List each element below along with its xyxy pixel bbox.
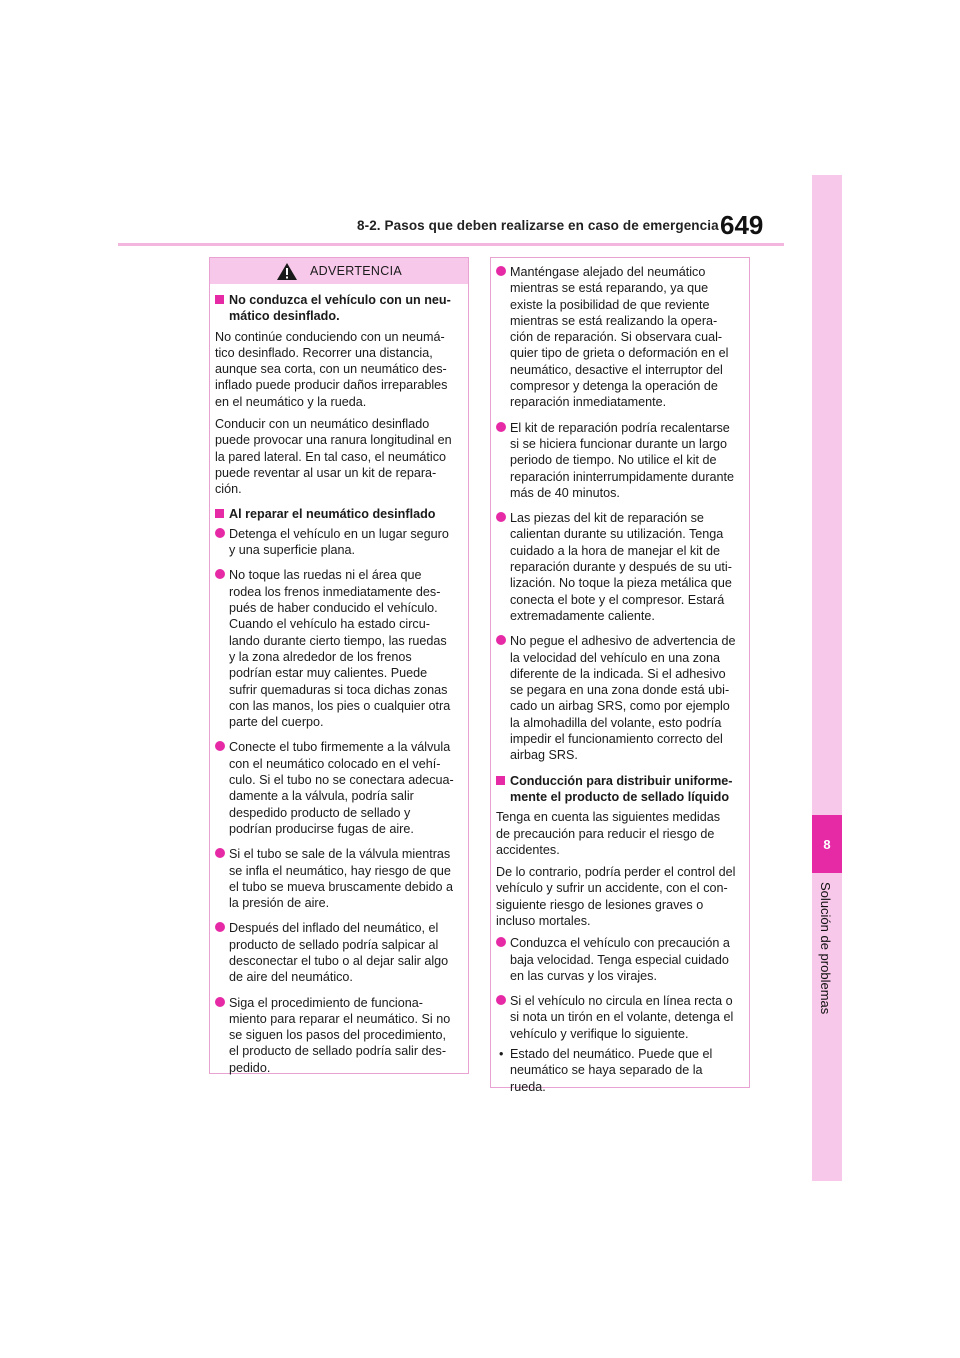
circle-bullet-icon: [215, 569, 225, 579]
bullet-item: No toque las ruedas ni el área que rodea los frenos inmediatamente des- pués de haber conducido el vehículo. Cuando el vehículo ha estado circu- lando durante cierto tiempo, las ruedas y la zona alrededor de los frenos podrían estar muy calientes. Puede sufrir quemaduras si toca dichas zonas con las manos, los pies o cualquier otra parte del cuerpo.: [215, 567, 458, 730]
circle-bullet-icon: [496, 266, 506, 276]
heading-text: Conducción para distribuir uniforme- mente el producto de sellado líquido: [510, 773, 733, 804]
header-rule: [118, 243, 784, 246]
bullet-item: Siga el procedimiento de funciona- miento para reparar el neumático. Si no se siguen los pasos del procedimiento, el producto de sellado podría salir des- pedido.: [215, 995, 458, 1076]
bullet-item: Si el vehículo no circula en línea recta o si nota un tirón en el volante, detenga el vehículo y verifique lo siguiente.: [496, 993, 739, 1042]
paragraph: Conducir con un neumático desinflado puede provocar una ranura longitudinal en la pared lateral. En tal caso, el neumático puede reventar al usar un kit de repara- ción.: [215, 417, 452, 497]
sub-bullet-item: • Estado del neumático. Puede que el neumático se haya separado de la rueda.: [499, 1047, 713, 1094]
bullet-item: Detenga el vehículo en un lugar seguro y una superficie plana.: [215, 526, 458, 559]
circle-bullet-icon: [496, 995, 506, 1005]
circle-bullet-icon: [496, 937, 506, 947]
bullet-item: Si el tubo se sale de la válvula mientras se infla el neumático, hay riesgo de que el tubo se mueva bruscamente debido a la presión de aire.: [215, 846, 458, 911]
heading-repairing-flat: [215, 506, 458, 522]
circle-bullet-icon: [496, 512, 506, 522]
heading-uniform-distribution: [496, 773, 739, 806]
bullet-item: Las piezas del kit de reparación se calientan durante su utilización. Tenga cuidado a la hora de manejar el kit de reparación durante y después de su uti- lización. No toque la pieza metálica que conecta el bote y el compresor. Estará extremadamente caliente.: [496, 510, 739, 624]
heading-no-drive-flat: [215, 292, 458, 325]
paragraph: Tenga en cuenta las siguientes medidas de precaución para reducir el riesgo de accidentes.: [496, 810, 721, 857]
bullet-item: Después del inflado del neumático, el producto de sellado podría salpicar al desconectar el tubo o al dejar salir algo de aire del neumático.: [215, 920, 458, 985]
square-bullet-icon: [215, 509, 224, 518]
heading-text: No conduzca el vehículo con un neu- mático desinflado.: [229, 293, 451, 324]
sub-bullet-mark: •: [499, 1047, 504, 1062]
bullet-item: Manténgase alejado del neumático mientras se está reparando, ya que existe la posibilidad de que reviente mientras se está realizando la opera- ción de reparación. Si observara cual- quier tipo de grieta o deformación en el neumático, desactive el interruptor del compresor y detenga la operación de reparación inmediatamente.: [496, 264, 739, 411]
circle-bullet-icon: [215, 848, 225, 858]
circle-bullet-icon: [496, 635, 506, 645]
warning-title: ADVERTENCIA: [310, 263, 402, 278]
circle-bullet-icon: [496, 422, 506, 432]
square-bullet-icon: [496, 776, 505, 785]
bullet-item: Conduzca el vehículo con precaución a baja velocidad. Tenga especial cuidado en las curvas y los virajes.: [496, 935, 739, 984]
paragraph: De lo contrario, podría perder el control del vehículo y sufrir un accidente, con el con- siguiente riesgo de lesiones graves o incluso mortales.: [496, 865, 736, 928]
warning-header: [210, 258, 468, 284]
chapter-label: Solución de problemas: [818, 882, 833, 1015]
warning-panel-right: [490, 257, 750, 1094]
chapter-number: 8: [823, 836, 831, 852]
square-bullet-icon: [215, 295, 224, 304]
circle-bullet-icon: [215, 741, 225, 751]
section-title: 8-2. Pasos que deben realizarse en caso de emergencia: [357, 218, 719, 233]
chapter-side-tab: [812, 175, 842, 1181]
circle-bullet-icon: [215, 528, 225, 538]
chapter-number-box: [812, 815, 842, 873]
bullet-item: El kit de reparación podría recalentarse si se hiciera funcionar durante un largo periodo de tiempo. No utilice el kit de reparación ininterrumpidamente durante más de 40 minutos.: [496, 420, 739, 501]
heading-text: Al reparar el neumático desinflado: [229, 506, 436, 521]
bullet-item: Conecte el tubo firmemente a la válvula con el neumático colocado en el vehí- culo. Si el tubo no se conectara adecua- damente a la válvula, podría salir despedido producto de sellado y podrían producirse fugas de aire.: [215, 739, 458, 837]
page-number: 649: [720, 210, 764, 240]
circle-bullet-icon: [215, 997, 225, 1007]
circle-bullet-icon: [215, 922, 225, 932]
bullet-item: No pegue el adhesivo de advertencia de la velocidad del vehículo en una zona diferente de la indicada. Si el adhesivo se pegara en una zona donde está ubi- cado un airbag SRS, como por ejemplo la almohadilla del volante, esto podría impedir el funcionamiento correcto del airbag SRS.: [496, 633, 739, 763]
paragraph: No continúe conduciendo con un neumá- tico desinflado. Recorrer una distancia, aunque sea corta, con un neumático des- inflado puede producir daños irreparables en el neumático y la rueda.: [215, 329, 448, 409]
warning-triangle-icon: [276, 262, 298, 281]
warning-panel-left: [209, 257, 469, 1074]
